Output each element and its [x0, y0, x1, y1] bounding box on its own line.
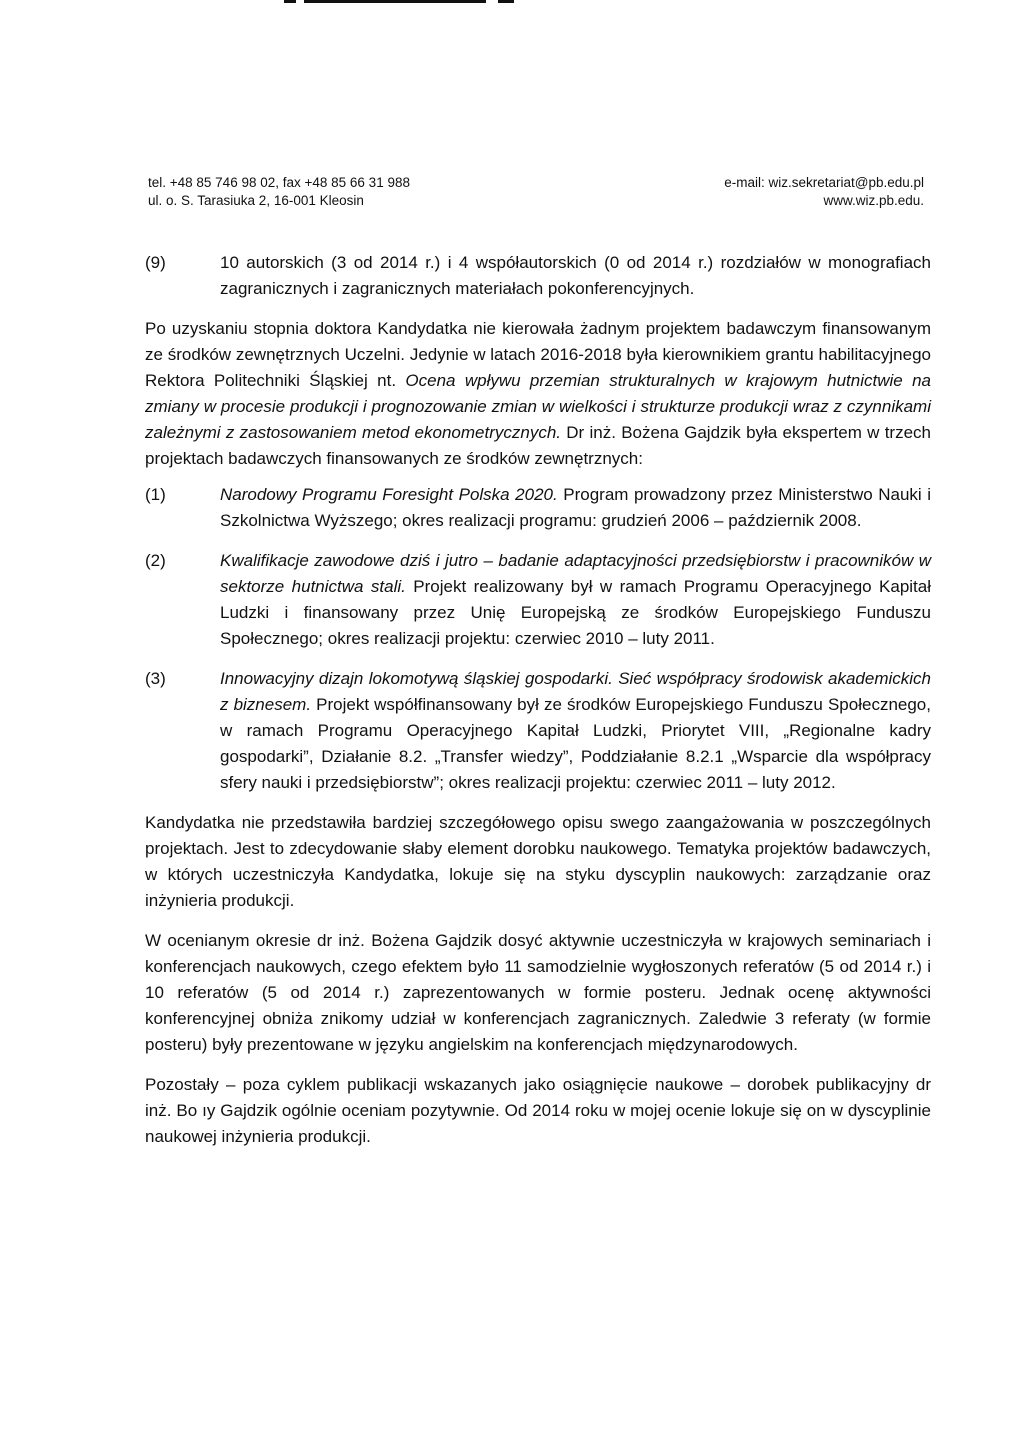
list-item-9 [145, 250, 931, 302]
paragraph-summary: Pozostały – poza cyklem publikacji wskazanych jako osiągnięcie naukowe – dorobek publikacyjny dr inż. Bo ıy Gajdzik ogólnie oceniam pozytywnie. Od 2014 roku w mojej ocenie lokuje się on w dyscyplinie naukowej inżynieria produkcji. [145, 1075, 931, 1146]
letterhead-right [724, 174, 924, 210]
grant-title: Ocena wpływu przemian strukturalnych w krajowym hutnictwie na zmiany w procesie produkcji i prognozowanie zmian w wielkości i strukturze produkcji wraz z czynnikami zależnymi z zastosowaniem metod ekonometrycznych. [145, 371, 931, 442]
top-rule-right [498, 0, 514, 3]
project-description [220, 666, 931, 796]
project-text: Program prowadzony przez Ministerstwo Nauki i Szkolnictwa Wyższego; okres realizacji programu: grudzień 2006 – październik 2008. [220, 485, 932, 530]
phone-fax: tel. +48 85 746 98 02, fax +48 85 66 31 988 [148, 175, 410, 190]
paragraph-project-assessment: Kandydatka nie przedstawiła bardziej szczegółowego opisu swego zaangażowania w poszczególnych projektach. Jest to zdecydowanie słaby element dorobku naukowego. Tematyka projektów badawczych, w których uczestniczyła Kandydatka, lokuje się na styku dyscyplin naukowych: zarządzanie oraz inżynieria produkcji. [145, 813, 931, 910]
email-address: e-mail: wiz.sekretariat@pb.edu.pl [724, 175, 924, 190]
project-text: Projekt realizowany był w ramach Programu Operacyjnego Kapitał Ludzki i finansowany przez Unię Europejską ze środków Europejskiego Funduszu Społecznego; okres realizacji projektu: czerwiec 2010 – luty 2011. [220, 577, 932, 648]
letterhead-left [148, 174, 410, 210]
paragraph-text: Dr inż. Bożena Gajdzik była ekspertem w trzech projektach badawczych finansowanych ze środków zewnętrznych: [145, 423, 931, 468]
top-rule-left [284, 0, 296, 3]
list-number: (9) [145, 253, 166, 272]
project-text: Projekt współfinansowany był ze środków Europejskiego Funduszu Społecznego, w ramach Programu Operacyjnego Kapitał Ludzki, Priorytet VIII, „Regionalne kadry gospodarki”, Działanie 8.2. „Transfer wiedzy”, Poddziałanie 8.2.1 „Wsparcie dla współpracy sfery nauki i przedsiębiorstw”; okres realizacji projektu: czerwiec 2011 – luty 2012. [220, 695, 931, 792]
paragraph-text: Po uzyskaniu stopnia doktora Kandydatka nie kierowała żadnym projektem badawczym finansowanym ze środków zewnętrznych Uczelni. Jedynie w latach 2016-2018 była kierownikiem grantu habilitacyjnego Rektora Politechniki Śląskiej nt. [145, 319, 931, 390]
document-body [145, 250, 931, 1150]
letterhead [148, 174, 924, 214]
top-rule-center [304, 0, 486, 3]
paragraph-projects-intro [145, 316, 931, 472]
paragraph-conferences: W ocenianym okresie dr inż. Bożena Gajdzik dosyć aktywnie uczestniczyła w krajowych seminariach i konferencjach naukowych, czego efektem było 11 samodzielnie wygłoszonych referatów (5 od 2014 r.) i 10 referatów (5 od 2014 r.) zaprezentowanych w formie posteru. Jednak ocenę aktywności konferencyjnej obniża znikomy udział w konferencjach zagranicznych. Zaledwie 3 referaty (w formie posteru) były prezentowane w języku angielskim na konferencjach międzynarodowych. [145, 931, 931, 1054]
project-title: Narodowy Programu Foresight Polska 2020. [220, 485, 558, 504]
project-description [220, 482, 931, 534]
project-item-2 [145, 548, 931, 652]
project-title: Innowacyjny dizajn lokomotywą śląskiej gospodarki. Sieć współpracy środowisk akademickich z biznesem. [220, 669, 931, 714]
project-title: Kwalifikacje zawodowe dziś i jutro – badanie adaptacyjności przedsiębiorstw i pracowników w sektorze hutnictwa stali. [220, 551, 931, 596]
list-text: 10 autorskich (3 od 2014 r.) i 4 współautorskich (0 od 2014 r.) rozdziałów w monografiach zagranicznych i zagranicznych materiałach pokonferencyjnych. [220, 253, 931, 298]
website-address: www.wiz.pb.edu. [823, 193, 924, 208]
list-number: (1) [145, 485, 166, 504]
list-number: (3) [145, 669, 166, 688]
project-item-3 [145, 666, 931, 796]
project-item-1 [145, 482, 931, 534]
list-number: (2) [145, 551, 166, 570]
postal-address: ul. o. S. Tarasiuka 2, 16-001 Kleosin [148, 193, 364, 208]
project-description [220, 548, 931, 652]
